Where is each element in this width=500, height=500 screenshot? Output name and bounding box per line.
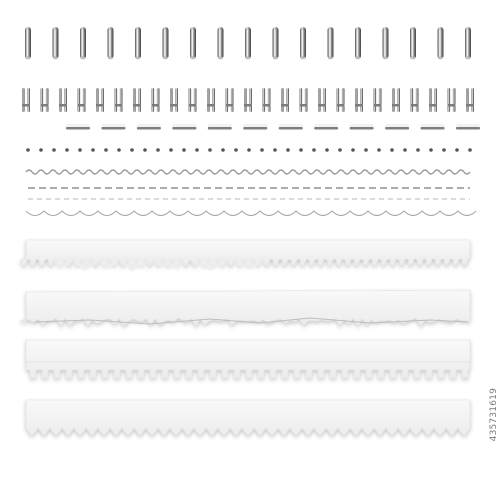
dot [26,148,30,152]
spiral-ring [300,27,306,59]
double-wire-loop [429,88,437,112]
binding-slot [456,124,480,130]
double-wire-loop [226,88,234,112]
dot [273,148,277,152]
dot [468,148,472,152]
binding-slot-row [66,124,480,130]
double-wire-loop [189,88,197,112]
double-wire-loop [59,88,67,112]
spiral-ring [52,27,58,59]
wavy-line-row [26,170,470,174]
dot [117,148,121,152]
binding-slot [243,124,267,130]
wavy-line [26,170,470,174]
dot [429,148,433,152]
binding-slot [66,124,90,130]
dot [325,148,329,152]
paper-strip-body [26,400,470,436]
dot [377,148,381,152]
binding-slot [137,124,161,130]
dot [39,148,43,152]
double-wire-loop [207,88,215,112]
spiral-ring [107,27,113,59]
binding-slot [279,124,303,130]
spiral-ring [25,27,31,59]
binding-slot [421,124,445,130]
dot [208,148,212,152]
binding-slot [208,124,232,130]
dot [221,148,225,152]
spiral-ring [135,27,141,59]
double-wire-loop [392,88,400,112]
dot [52,148,56,152]
double-wire-loop [41,88,49,112]
torn-perforated-paper-strip [21,240,470,272]
spiral-ring [217,27,223,59]
dot [260,148,264,152]
spiral-ring [80,27,86,59]
double-wire-loop [374,88,382,112]
dot [169,148,173,152]
asset-id-label: 435731619 [489,388,499,442]
scalloped-edge-row [26,211,476,216]
dot [351,148,355,152]
dot [143,148,147,152]
dot [455,148,459,152]
double-wire-loop [263,88,271,112]
dot [182,148,186,152]
dot [104,148,108,152]
double-wire-loop [318,88,326,112]
double-wire-loop [96,88,104,112]
binding-slot [101,124,125,130]
spiral-ring-row [25,27,471,59]
dot [91,148,95,152]
dot [403,148,407,152]
zigzag-paper-strip [26,400,470,436]
scalloped-line [26,211,476,216]
spiral-ring [437,27,443,59]
binding-slot [350,124,374,130]
dashed-line-row [28,188,470,199]
double-wire-loop [355,88,363,112]
spiral-ring [327,27,333,59]
spiral-ring [272,27,278,59]
binding-slot [172,124,196,130]
dot [312,148,316,152]
dot [195,148,199,152]
double-wire-loop [300,88,308,112]
square-perforated-paper-strip [26,340,470,378]
dot [442,148,446,152]
dot [156,148,160,152]
double-wire-loop [411,88,419,112]
binding-slot [385,124,409,130]
double-wire-loop [281,88,289,112]
dot [234,148,238,152]
dot [286,148,290,152]
paper-strip-body [26,340,470,378]
spiral-ring [245,27,251,59]
double-wire-loop [466,88,474,112]
paper-strip-body [20,290,470,326]
double-wire-binding-row [22,88,474,112]
spiral-ring [162,27,168,59]
double-wire-loop [152,88,160,112]
spiral-ring [465,27,471,59]
dot [65,148,69,152]
dot [299,148,303,152]
double-wire-loop [115,88,123,112]
dot [247,148,251,152]
double-wire-loop [337,88,345,112]
double-wire-loop [133,88,141,112]
dot [130,148,134,152]
spiral-ring [190,27,196,59]
double-wire-loop [448,88,456,112]
torn-flap [50,258,266,272]
dot [364,148,368,152]
dot [78,148,82,152]
double-wire-loop [244,88,252,112]
rough-torn-paper-strip [20,290,470,326]
dot [416,148,420,152]
double-wire-loop [22,88,30,112]
spiral-ring [410,27,416,59]
spiral-ring [355,27,361,59]
dot [338,148,342,152]
spiral-ring [382,27,388,59]
double-wire-loop [170,88,178,112]
binding-slot [314,124,338,130]
dot [390,148,394,152]
double-wire-loop [78,88,86,112]
dotted-line-row [26,148,472,152]
